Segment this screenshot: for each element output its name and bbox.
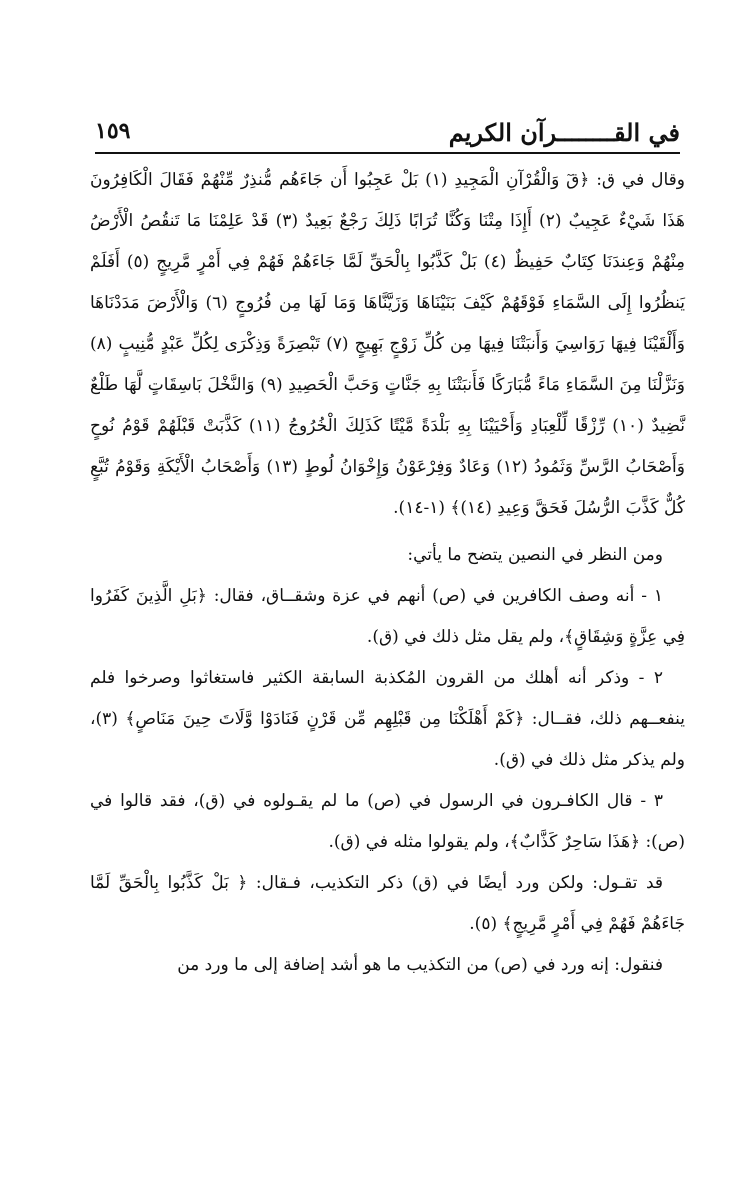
reply-paragraph: فنقول: إنه ورد في (ص) من التكذيب ما هو أشد إضافة إلى ما ورد من [177,955,663,975]
page-number: ١٥٩ [95,118,131,144]
quran-passage-qaf: وقال في ق: ﴿قٓ وَالْقُرْآنِ الْمَجِيدِ (١) بَلْ عَجِبُوا أَن جَاءَهُم مُّنذِرٌ مِّنْهُمْ فَقَالَ الْكَافِرُونَ هَذَا شَيْءٌ عَجِيبٌ (٢) أَإِذَا مِتْنَا وَكُنَّا تُرَابًا ذَلِكَ رَجْعٌ بَعِيدٌ (٣) قَدْ عَلِمْنَا مَا تَنقُصُ الْأَرْضُ مِنْهُمْ وَعِندَنَا كِتَابٌ حَفِيظٌ (٤) بَلْ كَذَّبُوا بِالْحَقِّ لَمَّا جَاءَهُمْ فَهُمْ فِي أَمْرٍ مَّرِيجٍ (٥) أَفَلَمْ يَنظُرُوا إِلَى السَّمَاءِ فَوْقَهُمْ كَيْفَ بَنَيْنَاهَا وَزَيَّنَّاهَا وَمَا لَهَا مِن فُرُوجٍ (٦) وَالْأَرْضَ مَدَدْنَاهَا وَأَلْقَيْنَا فِيهَا رَوَاسِيَ وَأَنبَتْنَا فِيهَا مِن كُلِّ زَوْجٍ بَهِيجٍ (٧) تَبْصِرَةً وَذِكْرَى لِكُلِّ عَبْدٍ مُّنِيبٍ (٨) وَنَزَّلْنَا مِنَ السَّمَاءِ مَاءً مُّبَارَكًا فَأَنبَتْنَا بِهِ جَنَّاتٍ وَحَبَّ الْحَصِيدِ (٩) وَالنَّخْلَ بَاسِقَاتٍ لَّهَا طَلْعٌ نَّضِيدٌ (١٠) رِّزْقًا لِّلْعِبَادِ وَأَحْيَيْنَا بِهِ بَلْدَةً مَّيْتًا كَذَلِكَ الْخُرُوجُ (١١) كَذَّبَتْ قَبْلَهُمْ قَوْمُ نُوحٍ وَأَصْحَابُ الرَّسِّ وَثَمُودُ (١٢) وَعَادٌ وَفِرْعَوْنُ وَإِخْوَانُ لُوطٍ (١٣) وَأَصْحَابُ الْأَيْكَةِ وَقَوْمُ تُبَّعٍ كُلٌّ كَذَّبَ الرُّسُلَ فَحَقَّ وَعِيدِ (١٤)﴾ (١-١٤). [90,170,686,518]
point-three: ٣ - قال الكافـرون في الرسول في (ص) ما لم يقـولوه في (ق)، فقد قالوا في (ص): ﴿هَذَا سَاحِرٌ كَذَّابٌ﴾، ولم يقولوا مثله في (ق). [90,791,685,852]
point-one: ١ - أنه وصف الكافرين في (ص) أنهم في عزة وشقــاق، فقال: ﴿بَلِ الَّذِينَ كَفَرُوا فِي عِزَّةٍ وَشِقَاقٍ﴾، ولم يقل مثل ذلك في (ق). [90,586,685,647]
page-header [95,116,680,152]
running-title: في القــــــــرآن الكريم [448,118,680,147]
point-two: ٢ - وذكر أنه أهلك من القرون المُكذبة السابقة الكثير فاستغاثوا وصرخوا فلم ينفعــهم ذلك، فقــال: ﴿كَمْ أَهْلَكْنَا مِن قَبْلِهِم مِّن قَرْنٍ فَنَادَوْا وَّلَاتَ حِينَ مَنَاصٍ﴾ (٣)، ولم يذكر مثل ذلك في (ق). [90,668,685,770]
comparison-intro: ومن النظر في النصين يتضح ما يأتي: [407,545,663,565]
page-body [90,160,685,986]
objection-paragraph: قد تقـول: ولكن ورد أيضًا في (ق) ذكر التكذيب، فـقال: ﴿ بَلْ كَذَّبُوا بِالْحَقِّ لَمَّا جَاءَهُمْ فَهُمْ فِي أَمْرٍ مَّرِيجٍ﴾ (٥). [90,873,685,934]
header-divider [95,152,680,154]
